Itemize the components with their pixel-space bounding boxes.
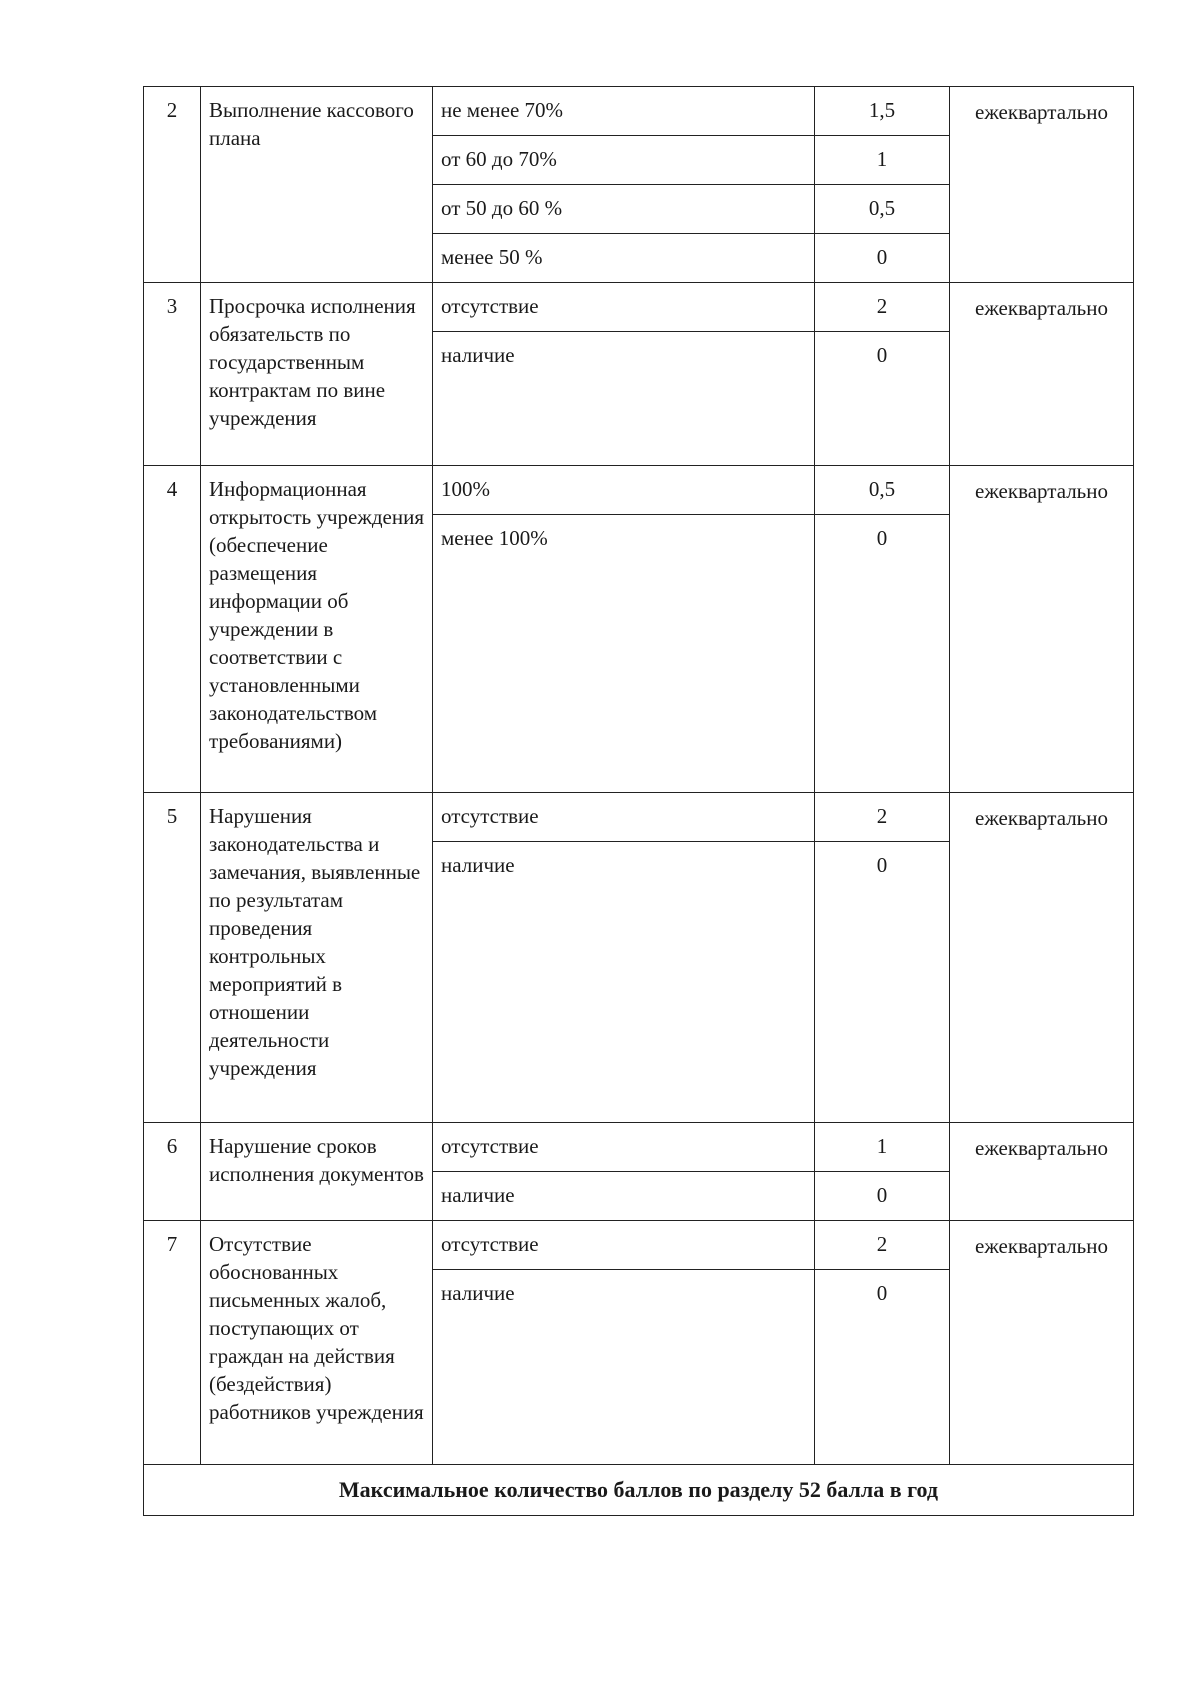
table-footer-row (144, 1465, 1134, 1516)
criterion-condition: от 50 до 60 % (433, 185, 815, 234)
criterion-score: 0,5 (815, 185, 950, 234)
criterion-score: 2 (815, 793, 950, 842)
criterion-name: Просрочка исполнения обязательств по государственным контрактам по вине учреждения (201, 283, 433, 466)
criteria-table (143, 86, 1134, 1516)
criterion-condition: отсутствие (433, 1221, 815, 1270)
criterion-condition: менее 50 % (433, 234, 815, 283)
criterion-condition: менее 100% (433, 515, 815, 793)
criterion-period: ежеквартально (950, 466, 1134, 793)
criterion-condition: отсутствие (433, 1123, 815, 1172)
table-row (144, 1221, 1134, 1270)
criterion-score: 0 (815, 234, 950, 283)
criterion-condition: отсутствие (433, 283, 815, 332)
criterion-number: 4 (144, 466, 201, 793)
criterion-number: 3 (144, 283, 201, 466)
criterion-period: ежеквартально (950, 793, 1134, 1123)
criterion-score: 0 (815, 1270, 950, 1465)
criterion-condition: не менее 70% (433, 87, 815, 136)
criterion-condition: наличие (433, 1172, 815, 1221)
criterion-score: 0 (815, 515, 950, 793)
criterion-number: 5 (144, 793, 201, 1123)
table-row (144, 1123, 1134, 1172)
criteria-table-body (144, 87, 1134, 1516)
criterion-score: 2 (815, 283, 950, 332)
criterion-score: 0,5 (815, 466, 950, 515)
criterion-condition: наличие (433, 1270, 815, 1465)
criterion-period: ежеквартально (950, 1123, 1134, 1221)
criterion-name: Нарушения законодательства и замечания, выявленные по результатам проведения контрольных мероприятий в отношении деятельности учреждения (201, 793, 433, 1123)
criterion-score: 2 (815, 1221, 950, 1270)
criterion-score: 0 (815, 842, 950, 1123)
criterion-condition: 100% (433, 466, 815, 515)
criterion-score: 0 (815, 332, 950, 466)
table-row (144, 87, 1134, 136)
table-row (144, 793, 1134, 842)
criterion-condition: наличие (433, 332, 815, 466)
table-row (144, 466, 1134, 515)
criterion-condition: отсутствие (433, 793, 815, 842)
criterion-period: ежеквартально (950, 283, 1134, 466)
max-score-summary: Максимальное количество баллов по разделу 52 балла в год (144, 1465, 1134, 1516)
criterion-period: ежеквартально (950, 87, 1134, 283)
table-row (144, 283, 1134, 332)
criterion-name: Выполнение кассового плана (201, 87, 433, 283)
criterion-score: 1,5 (815, 87, 950, 136)
criterion-score: 1 (815, 1123, 950, 1172)
criterion-condition: от 60 до 70% (433, 136, 815, 185)
criterion-name: Отсутствие обоснованных письменных жалоб, поступающих от граждан на действия (бездействия) работников учреждения (201, 1221, 433, 1465)
criterion-number: 2 (144, 87, 201, 283)
criterion-score: 1 (815, 136, 950, 185)
criterion-number: 6 (144, 1123, 201, 1221)
criterion-period: ежеквартально (950, 1221, 1134, 1465)
criterion-name: Нарушение сроков исполнения документов (201, 1123, 433, 1221)
criterion-number: 7 (144, 1221, 201, 1465)
criterion-condition: наличие (433, 842, 815, 1123)
criterion-score: 0 (815, 1172, 950, 1221)
criterion-name: Информационная открытость учреждения (обеспечение размещения информации об учреждении в соответствии с установленными законодательством требованиями) (201, 466, 433, 793)
